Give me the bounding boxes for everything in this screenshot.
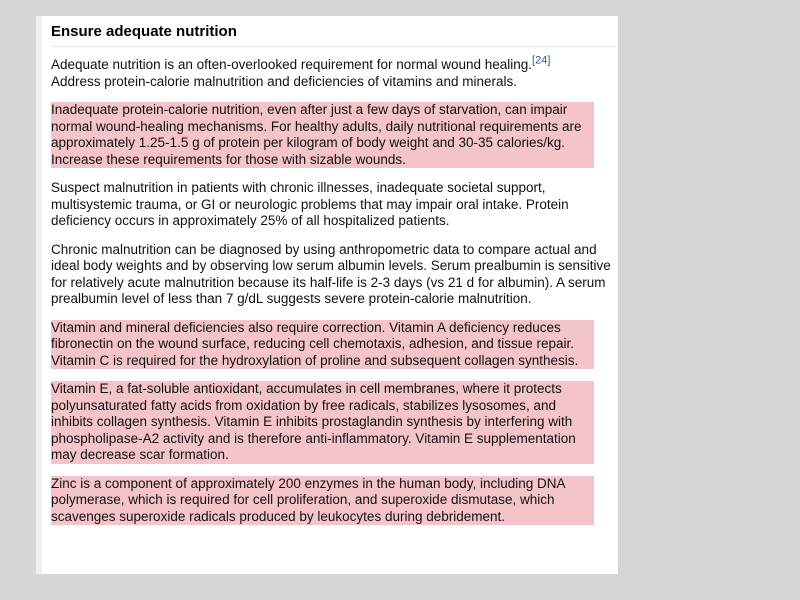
section-heading: Ensure adequate nutrition (51, 23, 616, 47)
article-content (51, 23, 616, 537)
paragraph-suspect-malnutrition: Suspect malnutrition in patients with chronic illnesses, inadequate societal support, multisystemic trauma, or GI or neurologic problems that may impair oral intake. Protein deficiency occurs in approximately 25% of all hospitalized patients. (51, 180, 569, 228)
left-margin-rule (36, 16, 42, 574)
paragraph-intro (51, 54, 616, 90)
reference-link[interactable]: [24] (532, 54, 551, 67)
article-panel (36, 16, 618, 574)
paragraph-vitamin-mineral-highlighted: Vitamin and mineral deficiencies also require correction. Vitamin A deficiency reduces fibronectin on the wound surface, reducing cell chemotaxis, adhesion, and tissue repair. Vitamin C is required for the hydroxylation of proline and subsequent collagen synthesis. (51, 320, 594, 370)
paragraph-vitamin-e-highlighted: Vitamin E, a fat-soluble antioxidant, accumulates in cell membranes, where it protects polyunsaturated fatty acids from oxidation by free radicals, stabilizes lysosomes, and inhibits collagen synthesis. Vitamin E inhibits prostaglandin synthesis by interfering with phospholipase-A2 activity and is therefore anti-inflammatory. Vitamin E supplementation may decrease scar formation. (51, 381, 594, 464)
paragraph-chronic-malnutrition: Chronic malnutrition can be diagnosed by using anthropometric data to compare actual and ideal body weights and by observing low serum albumin levels. Serum prealbumin is sensitive for relatively acute malnutrition because its half-life is 2-3 days (vs 21 d for albumin). A serum prealbumin level of less than 7 g/dL suggests severe protein-calorie malnutrition. (51, 241, 611, 306)
paragraph-zinc-highlighted: Zinc is a component of approximately 200 enzymes in the human body, including DNA polymerase, which is required for cell proliferation, and superoxide dismutase, which scavenges superoxide radicals produced by leukocytes during debridement. (51, 476, 594, 526)
paragraph-intro-text-2: Address protein-calorie malnutrition and deficiencies of vitamins and minerals. (51, 73, 517, 89)
paragraph-protein-calorie-highlighted: Inadequate protein-calorie nutrition, even after just a few days of starvation, can impair normal wound-healing mechanisms. For healthy adults, daily nutritional requirements are approximately 1.25-1.5 g of protein per kilogram of body weight and 30-35 calories/kg. Increase these requirements for those with sizable wounds. (51, 102, 594, 168)
paragraph-intro-text: Adequate nutrition is an often-overlooked requirement for normal wound healing. (51, 57, 533, 72)
